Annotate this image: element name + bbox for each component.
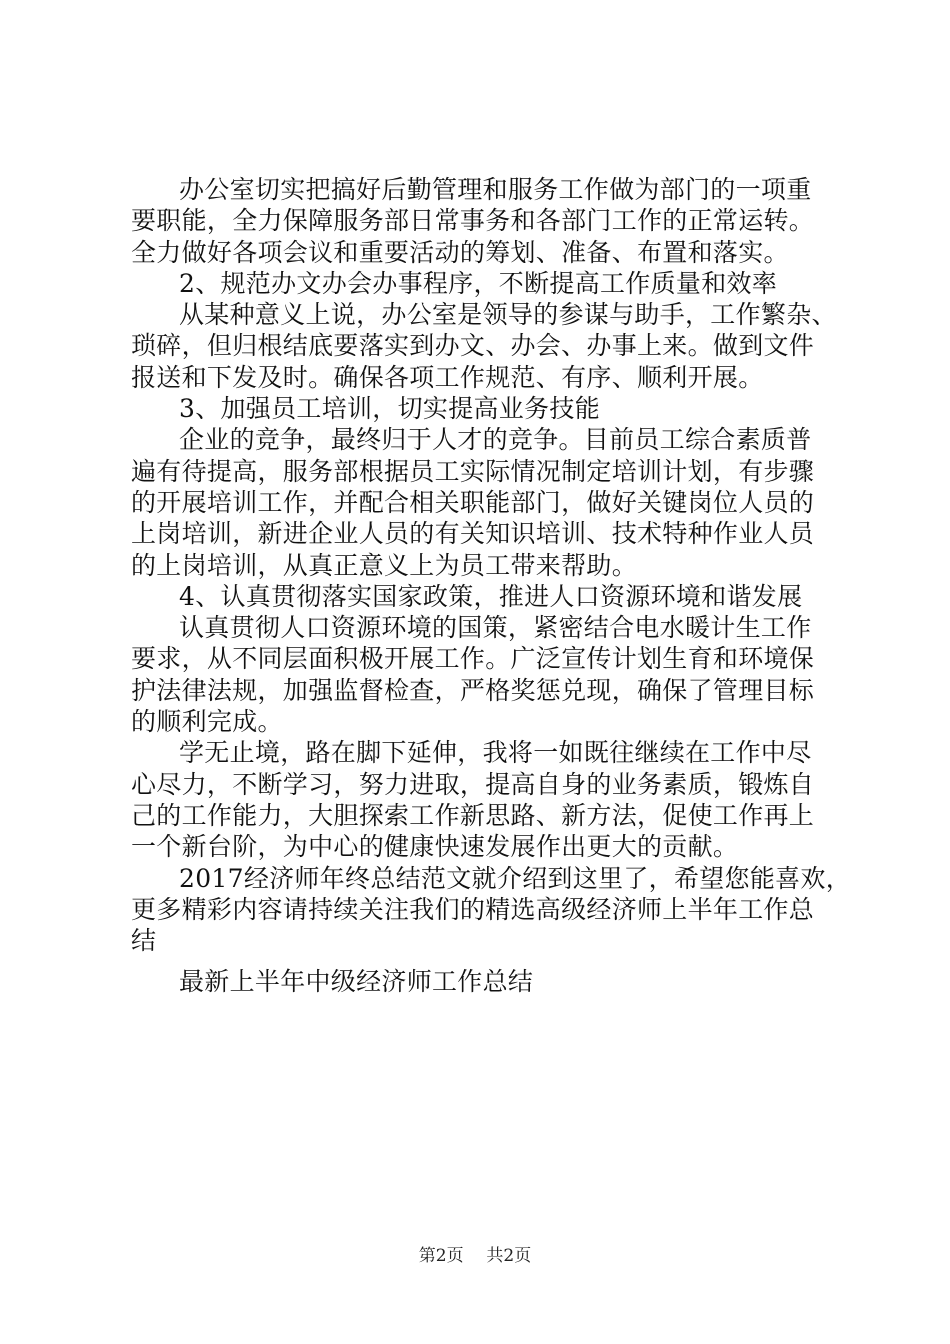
paragraph-policy-line-1: 认真贯彻人口资源环境的国策，紧密结合电水暖计生工作	[179, 613, 812, 643]
paragraph-office-duty-line-2: 要职能，全力保障服务部日常事务和各部门工作的正常运转。	[131, 206, 815, 236]
paragraph-closing-line-3: 结	[131, 926, 157, 956]
paragraph-conclusion-line-2: 心尽力，不断学习，努力进取，提高自身的业务素质，锻炼自	[131, 769, 815, 799]
paragraph-training-line-1: 企业的竞争，最终归于人才的竞争。目前员工综合素质普	[179, 425, 812, 455]
paragraph-office-duty-line-3: 全力做好各项会议和重要活动的筹划、准备、布置和落实。	[131, 237, 789, 267]
page-total-label: 共2页	[486, 1246, 532, 1266]
paragraph-closing-line-1: 2017经济师年终总结范文就介绍到这里了，希望您能喜欢，	[179, 863, 852, 893]
paragraph-office-duty-line-1: 办公室切实把搞好后勤管理和服务工作做为部门的一项重	[179, 175, 812, 204]
paragraph-training-line-5: 的上岗培训，从真正意义上为员工带来帮助。	[131, 550, 638, 580]
section-heading-4: 4、认真贯彻落实国家政策，推进人口资源环境和谐发展	[179, 581, 803, 611]
paragraph-policy-line-3: 护法律法规，加强监督检查，严格奖惩兑现，确保了管理目标	[131, 675, 815, 705]
paragraph-spacer	[131, 956, 825, 966]
document-body	[131, 174, 852, 998]
paragraph-procedures-line-1: 从某种意义上说，办公室是领导的参谋与助手，工作繁杂、	[179, 300, 837, 330]
paragraph-conclusion-line-3: 己的工作能力，大胆探索工作新思路、新方法，促使工作再上	[131, 800, 815, 830]
paragraph-conclusion-line-1: 学无止境，路在脚下延伸，我将一如既往继续在工作中尽	[179, 738, 812, 768]
paragraph-training-line-2: 遍有待提高，服务部根据员工实际情况制定培训计划，有步骤	[131, 456, 815, 486]
paragraph-policy-line-2: 要求，从不同层面积极开展工作。广泛宣传计划生育和环境保	[131, 644, 815, 674]
section-heading-3: 3、加强员工培训，切实提高业务技能	[179, 394, 601, 424]
paragraph-procedures-line-2: 琐碎，但归根结底要落实到办文、办会、办事上来。做到文件	[131, 331, 815, 361]
page-number-label: 第2页	[418, 1246, 464, 1266]
related-article-title: 最新上半年中级经济师工作总结	[179, 967, 534, 997]
page-footer	[0, 1241, 950, 1266]
paragraph-conclusion-line-4: 一个新台阶，为中心的健康快速发展作出更大的贡献。	[131, 832, 739, 862]
paragraph-procedures-line-3: 报送和下发及时。确保各项工作规范、有序、顺利开展。	[131, 362, 764, 392]
paragraph-policy-line-4: 的顺利完成。	[131, 707, 283, 737]
paragraph-closing-line-2: 更多精彩内容请持续关注我们的精选高级经济师上半年工作总	[131, 894, 815, 924]
paragraph-training-line-3: 的开展培训工作，并配合相关职能部门，做好关键岗位人员的	[131, 487, 815, 517]
section-heading-2: 2、规范办文办会办事程序，不断提高工作质量和效率	[179, 268, 778, 298]
paragraph-training-line-4: 上岗培训，新进企业人员的有关知识培训、技术特种作业人员	[131, 519, 815, 549]
